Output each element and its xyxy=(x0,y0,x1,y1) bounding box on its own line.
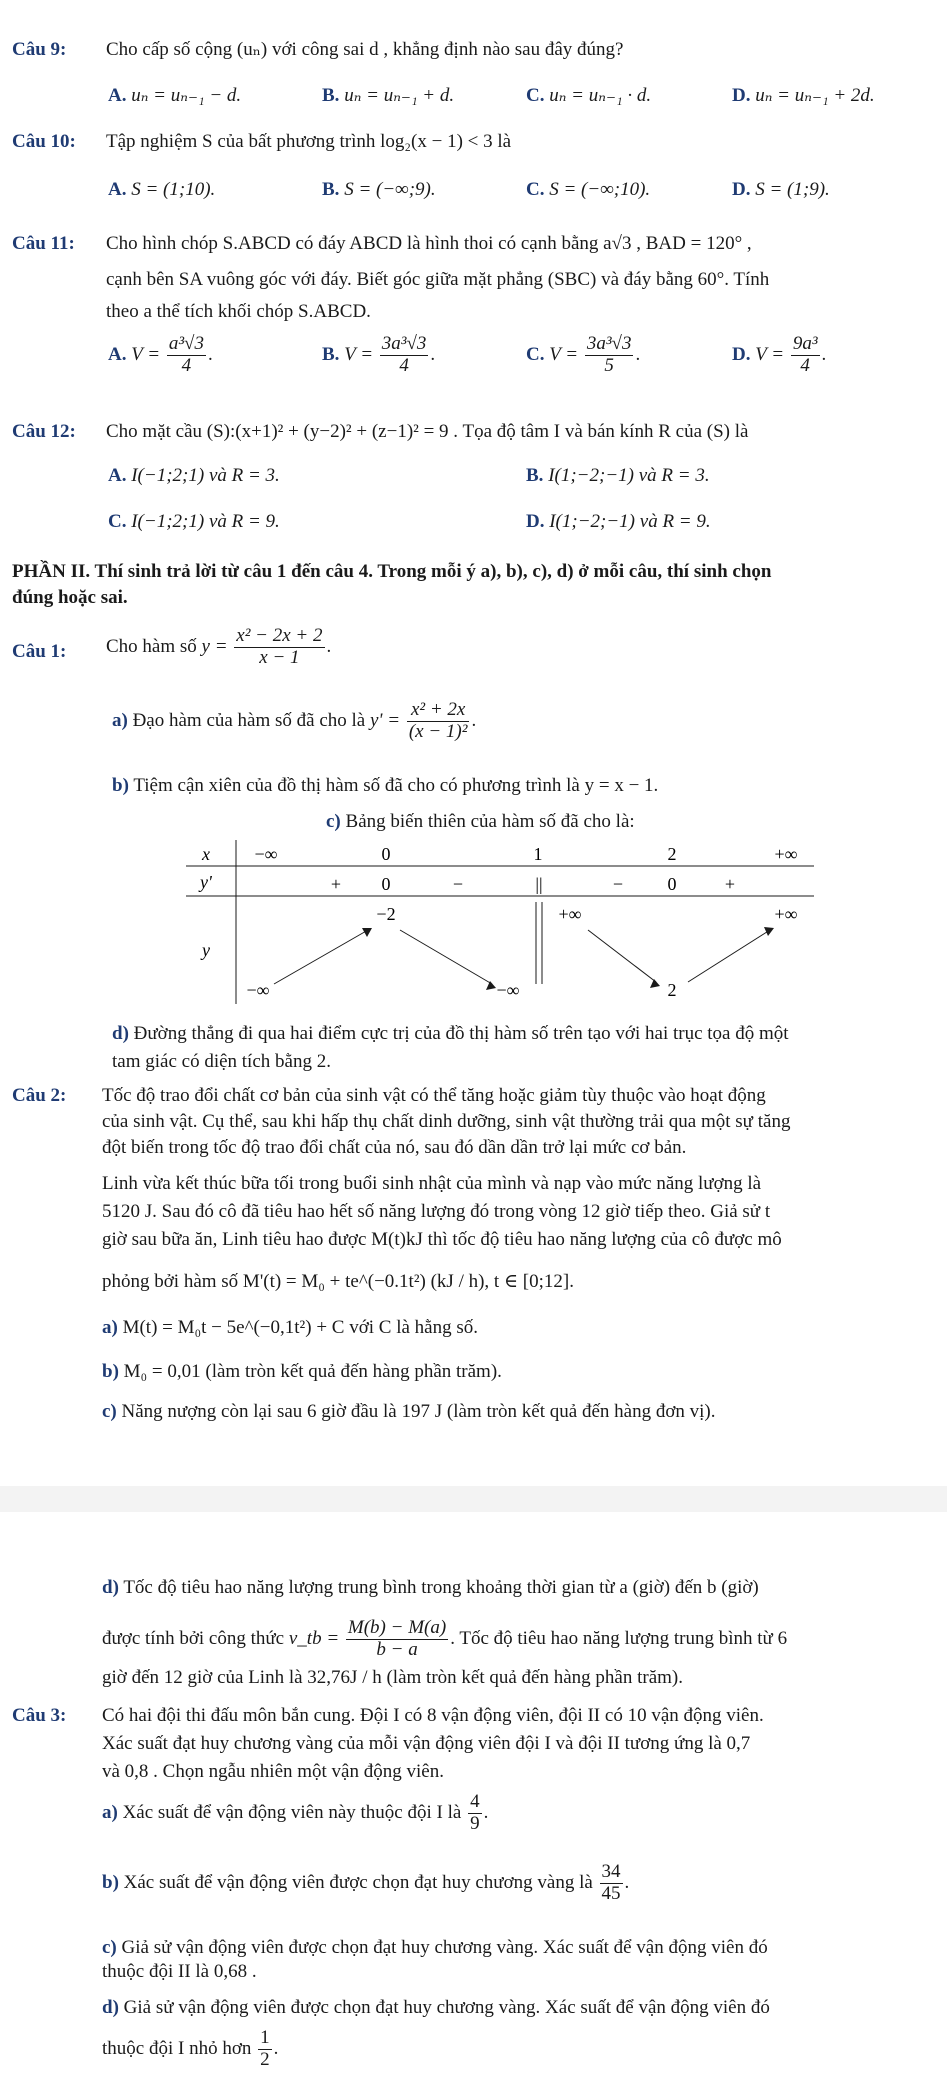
c2-p2-line2: 5120 J. Sau đó cô đã tiêu hao hết số năng lượng đó trong vòng 12 giờ tiếp theo. Giả sử t xyxy=(102,1201,771,1222)
option-text: uₙ = uₙ₋₁ · d. xyxy=(549,85,652,106)
option-fraction xyxy=(167,334,206,377)
frac-num: 4 xyxy=(470,1791,480,1812)
x-value: 1 xyxy=(533,844,543,864)
q10-stem: Tập nghiệm S của bất phương trình log₂(x − 1) < 3 là xyxy=(106,131,512,152)
option-lhs: V = xyxy=(549,343,579,365)
option-key: C. xyxy=(108,511,127,532)
option-key: D. xyxy=(732,85,751,106)
c1-func-fraction xyxy=(234,626,324,669)
c2-p2-line3: giờ sau bữa ăn, Linh tiêu hao được M(t)kJ thì tốc độ tiêu hao năng lượng của cô được mô xyxy=(102,1229,782,1250)
q11-option-c: C. V = $\frac{\text{3a³√3}}{5}$ . xyxy=(526,333,641,376)
option-key: B. xyxy=(322,85,340,106)
c2-p1-line2: của sinh vật. Cụ thể, sau khi hấp thụ chất dinh dưỡng, sinh vật thường trải qua một sự tăng xyxy=(102,1111,791,1132)
c1-item-d-line2: tam giác có diện tích bằng 2. xyxy=(112,1051,331,1072)
q9-stem: Cho cấp số cộng (uₙ) với công sai d , khẳng định nào sau đây đúng? xyxy=(106,39,624,60)
q12-option-c xyxy=(108,512,280,533)
option-text: I(−1;2;1) và R = 9. xyxy=(131,511,280,532)
item-lhs: y' = xyxy=(370,709,401,731)
y-value: −∞ xyxy=(496,980,520,1000)
y-value: −2 xyxy=(376,904,396,924)
item-key: c) xyxy=(102,1937,117,1958)
c1-func-lhs: y = xyxy=(201,635,228,657)
c1-item-c xyxy=(326,812,635,833)
x-value: +∞ xyxy=(774,844,798,864)
yp-label: y' xyxy=(200,872,212,892)
option-key: D. xyxy=(732,343,751,365)
part2-title-line1: PHẦN II. Thí sinh trả lời từ câu 1 đến câu 4. Trong mỗi ý a), b), c), d) ở mỗi câu, thí sinh chọn xyxy=(12,561,772,582)
q12-option-a xyxy=(108,466,280,487)
option-text: I(1;−2;−1) và R = 9. xyxy=(549,511,711,532)
x-value: −∞ xyxy=(254,844,278,864)
c2-item-d-line1 xyxy=(102,1578,759,1599)
c2-item-d-line3: giờ đến 12 giờ của Linh là 32,76J / h (làm tròn kết quả đến hàng phần trăm). xyxy=(102,1667,683,1688)
frac-num: 3a³√3 xyxy=(586,333,632,354)
item-text: Đường thẳng đi qua hai điểm cực trị của đồ thị hàm số trên tạo với hai trục tọa độ một xyxy=(133,1023,789,1044)
q9-option-d xyxy=(732,86,875,107)
option-lhs: V = xyxy=(131,343,161,365)
arrow-head xyxy=(764,927,774,936)
y-label: y xyxy=(202,940,210,960)
item-text: M₀ = 0,01 (làm tròn kết quả đến hàng phần trăm). xyxy=(123,1361,502,1382)
c3-item-b: b) Xác suất để vận động viên được chọn đạt huy chương vàng là $\frac{34}{45}$ . xyxy=(102,1861,630,1904)
c1-label: Câu 1: xyxy=(12,641,67,662)
option-key: B. xyxy=(322,179,340,200)
sign-cell: || xyxy=(535,874,543,894)
c1-item-d-line1 xyxy=(112,1024,789,1045)
option-key: C. xyxy=(526,343,545,365)
option-key: A. xyxy=(108,179,127,200)
item-key: a) xyxy=(102,1317,118,1338)
y-value: 2 xyxy=(667,980,677,1000)
item-text: Năng nượng còn lại sau 6 giờ đầu là 197 J (làm tròn kết quả đến hàng đơn vị). xyxy=(121,1401,716,1422)
frac-num: 3a³√3 xyxy=(381,333,427,354)
c1-item-a: a) Đạo hàm của hàm số đã cho là y' = $\frac{\text{x² + 2x}}{\text{(x − 1)²}}$ . xyxy=(112,699,477,742)
item-key: a) xyxy=(102,1801,118,1823)
option-key: D. xyxy=(526,511,545,532)
item-fraction xyxy=(600,1862,623,1905)
item-key: b) xyxy=(112,775,129,796)
sign-cell: − xyxy=(612,874,624,894)
item-key: c) xyxy=(102,1401,117,1422)
q9-option-b xyxy=(322,86,454,107)
item-key: d) xyxy=(102,1997,119,2018)
decreasing-arrow xyxy=(588,930,656,982)
c2-p1-line1: Tốc độ trao đổi chất cơ bản của sinh vật có thể tăng hoặc giảm tùy thuộc vào hoạt động xyxy=(102,1085,766,1106)
y-value: +∞ xyxy=(558,904,582,924)
q12-option-d xyxy=(526,512,711,533)
q12-stem: Cho mặt cầu (S):(x+1)² + (y−2)² + (z−1)² = 9 . Tọa độ tâm I và bán kính R của (S) là xyxy=(106,421,749,442)
c3-item-a: a) Xác suất để vận động viên này thuộc đội I là $\frac{4}{9}$ . xyxy=(102,1791,489,1834)
option-fraction xyxy=(585,334,634,377)
frac-den: 4 xyxy=(380,355,429,377)
item-text: Tốc độ tiêu hao năng lượng trung bình trong khoảng thời gian từ a (giờ) đến b (giờ) xyxy=(123,1577,759,1598)
c3-item-d-line1 xyxy=(102,1998,770,2019)
frac-den: (x − 1)² xyxy=(408,720,468,742)
c1-stem: Cho hàm số y = $\frac{\text{x² − 2x + 2}}{x - 1}$ . xyxy=(106,625,332,668)
frac-den: x − 1 xyxy=(234,647,324,669)
y-value: −∞ xyxy=(246,980,270,1000)
increasing-arrow xyxy=(688,930,770,982)
q10-option-d xyxy=(732,180,830,201)
c2-item-a xyxy=(102,1318,478,1339)
sign-cell: 0 xyxy=(667,874,677,894)
option-key: B. xyxy=(322,343,340,365)
option-key: B. xyxy=(526,465,544,486)
item-fraction xyxy=(407,700,470,743)
item-text: thuộc đội I nhỏ hơn xyxy=(102,2037,252,2059)
x-value: 2 xyxy=(667,844,677,864)
c3-p1-line1: Có hai đội thi đấu môn bắn cung. Đội I có 8 vận động viên, đội II có 10 vận động viên. xyxy=(102,1705,764,1726)
c2-label: Câu 2: xyxy=(12,1085,67,1106)
option-key: C. xyxy=(526,85,545,106)
option-lhs: V = xyxy=(755,343,785,365)
option-text: I(−1;2;1) và R = 3. xyxy=(131,465,280,486)
item-key: a) xyxy=(112,709,128,731)
q10-label: Câu 10: xyxy=(12,131,76,152)
x-value: 0 xyxy=(381,844,391,864)
q11-option-b: B. V = $\frac{\text{3a³√3}}{4}$ . xyxy=(322,333,436,376)
item-key: d) xyxy=(112,1023,129,1044)
frac-den: 2 xyxy=(260,2048,270,2070)
item-key: d) xyxy=(102,1577,119,1598)
option-fraction xyxy=(380,334,429,377)
frac-den: 9 xyxy=(470,1812,480,1834)
frac-num: a³√3 xyxy=(168,333,204,354)
item-text: . Tốc độ tiêu hao năng lượng trung bình từ 6 xyxy=(450,1627,788,1649)
q10-option-b xyxy=(322,180,436,201)
option-key: A. xyxy=(108,465,127,486)
frac-den: b − a xyxy=(346,1639,448,1661)
arrow-head xyxy=(650,979,660,988)
c3-item-c-line2: thuộc đội II là 0,68 . xyxy=(102,1961,257,1982)
q11-label: Câu 11: xyxy=(12,233,75,254)
item-fraction xyxy=(346,1618,448,1661)
q9-option-c xyxy=(526,86,651,107)
frac-num: x² + 2x xyxy=(410,699,466,720)
arrow-head xyxy=(486,981,496,990)
frac-num: 34 xyxy=(601,1861,621,1882)
sign-cell: − xyxy=(452,874,464,894)
q11-option-d: D. V = $\frac{\text{9a³}}{4}$ . xyxy=(732,333,827,376)
item-text: được tính bởi công thức xyxy=(102,1627,285,1649)
frac-num: M(b) − M(a) xyxy=(347,1617,447,1638)
item-text: Giả sử vận động viên được chọn đạt huy chương vàng. Xác suất để vận động viên đó xyxy=(123,1997,770,2018)
sign-cell: + xyxy=(724,874,736,894)
item-key: b) xyxy=(102,1871,119,1893)
option-key: A. xyxy=(108,343,127,365)
item-key: b) xyxy=(102,1361,119,1382)
c2-p1-line3: đột biến trong tốc độ trao đổi chất của nó, sau đó dần dần trở lại mức cơ bản. xyxy=(102,1137,687,1158)
sign-cell: 0 xyxy=(381,874,391,894)
c2-item-c xyxy=(102,1402,715,1423)
x-label: x xyxy=(202,844,210,864)
item-fraction xyxy=(258,2028,272,2071)
option-text: S = (−∞;9). xyxy=(344,179,436,200)
option-key: D. xyxy=(732,179,751,200)
item-fraction xyxy=(468,1792,482,1835)
q10-option-c xyxy=(526,180,650,201)
option-lhs: V = xyxy=(344,343,374,365)
option-key: A. xyxy=(108,85,127,106)
variation-table xyxy=(186,838,818,1006)
decreasing-arrow xyxy=(400,930,492,984)
part2-title-line2: đúng hoặc sai. xyxy=(12,587,128,608)
c2-p3: phỏng bởi hàm số M'(t) = M₀ + te^(−0.1t²) (kJ / h), t ∈ [0;12]. xyxy=(102,1271,574,1292)
c1-stem-text: Cho hàm số xyxy=(106,635,197,657)
item-key: c) xyxy=(326,811,341,832)
sign-cell: + xyxy=(330,874,342,894)
item-text: Tiệm cận xiên của đồ thị hàm số đã cho có phương trình là y = x − 1. xyxy=(133,775,659,796)
increasing-arrow xyxy=(274,930,368,984)
frac-den: 4 xyxy=(167,355,206,377)
q10-option-a xyxy=(108,180,215,201)
q11-line1: Cho hình chóp S.ABCD có đáy ABCD là hình thoi có cạnh bằng a√3 , BAD = 120° , xyxy=(106,233,752,254)
c2-p2-line1: Linh vừa kết thúc bữa tối trong buổi sinh nhật của mình và nạp vào mức năng lượng là xyxy=(102,1173,762,1194)
page-break xyxy=(0,1486,947,1512)
c3-label: Câu 3: xyxy=(12,1705,67,1726)
c2-item-b xyxy=(102,1362,502,1383)
option-text: S = (−∞;10). xyxy=(549,179,651,200)
c3-p1-line2: Xác suất đạt huy chương vàng của mỗi vận động viên đội I và đội II tương ứng là 0,7 xyxy=(102,1733,751,1754)
q12-label: Câu 12: xyxy=(12,421,76,442)
frac-num: 1 xyxy=(260,2027,270,2048)
q9-label: Câu 9: xyxy=(12,39,67,60)
item-text: Xác suất để vận động viên được chọn đạt huy chương vàng là xyxy=(123,1871,593,1893)
frac-num: x² − 2x + 2 xyxy=(236,625,323,646)
item-text: Xác suất để vận động viên này thuộc đội I là xyxy=(122,1801,462,1823)
option-fraction xyxy=(791,334,820,377)
c3-item-c-line1 xyxy=(102,1938,768,1959)
c2-item-d-line2 xyxy=(102,1618,787,1661)
q11-option-a: A. V = $\frac{\text{a³√3}}{4}$ . xyxy=(108,333,213,376)
frac-num: 9a³ xyxy=(792,333,818,354)
item-text: M(t) = M₀t − 5e^(−0,1t²) + C với C là hằng số. xyxy=(122,1317,479,1338)
item-lhs: v_tb = xyxy=(288,1627,340,1649)
q11-line2: cạnh bên SA vuông góc với đáy. Biết góc giữa mặt phẳng (SBC) và đáy bằng 60°. Tính xyxy=(106,269,770,290)
q11-line3: theo a thể tích khối chóp S.ABCD. xyxy=(106,301,371,322)
c3-p1-line3: và 0,8 . Chọn ngẫu nhiên một vận động viên. xyxy=(102,1761,444,1782)
option-text: uₙ = uₙ₋₁ − d. xyxy=(131,85,242,106)
item-text: Đạo hàm của hàm số đã cho là xyxy=(132,709,366,731)
option-text: S = (1;9). xyxy=(755,179,830,200)
q9-option-a xyxy=(108,86,241,107)
frac-den: 4 xyxy=(791,355,820,377)
item-text: Giả sử vận động viên được chọn đạt huy chương vàng. Xác suất để vận động viên đó xyxy=(121,1937,768,1958)
c3-item-d-line2: thuộc đội I nhỏ hơn $\frac{1}{2}$ . xyxy=(102,2027,279,2070)
frac-den: 5 xyxy=(585,355,634,377)
frac-den: 45 xyxy=(601,1882,621,1904)
option-text: uₙ = uₙ₋₁ + 2d. xyxy=(755,85,875,106)
option-text: uₙ = uₙ₋₁ + d. xyxy=(344,85,455,106)
q12-option-b xyxy=(526,466,710,487)
c1-item-b xyxy=(112,776,658,797)
option-text: I(1;−2;−1) và R = 3. xyxy=(548,465,710,486)
y-value: +∞ xyxy=(774,904,798,924)
option-text: S = (1;10). xyxy=(131,179,216,200)
item-text: Bảng biến thiên của hàm số đã cho là: xyxy=(345,811,635,832)
option-key: C. xyxy=(526,179,545,200)
